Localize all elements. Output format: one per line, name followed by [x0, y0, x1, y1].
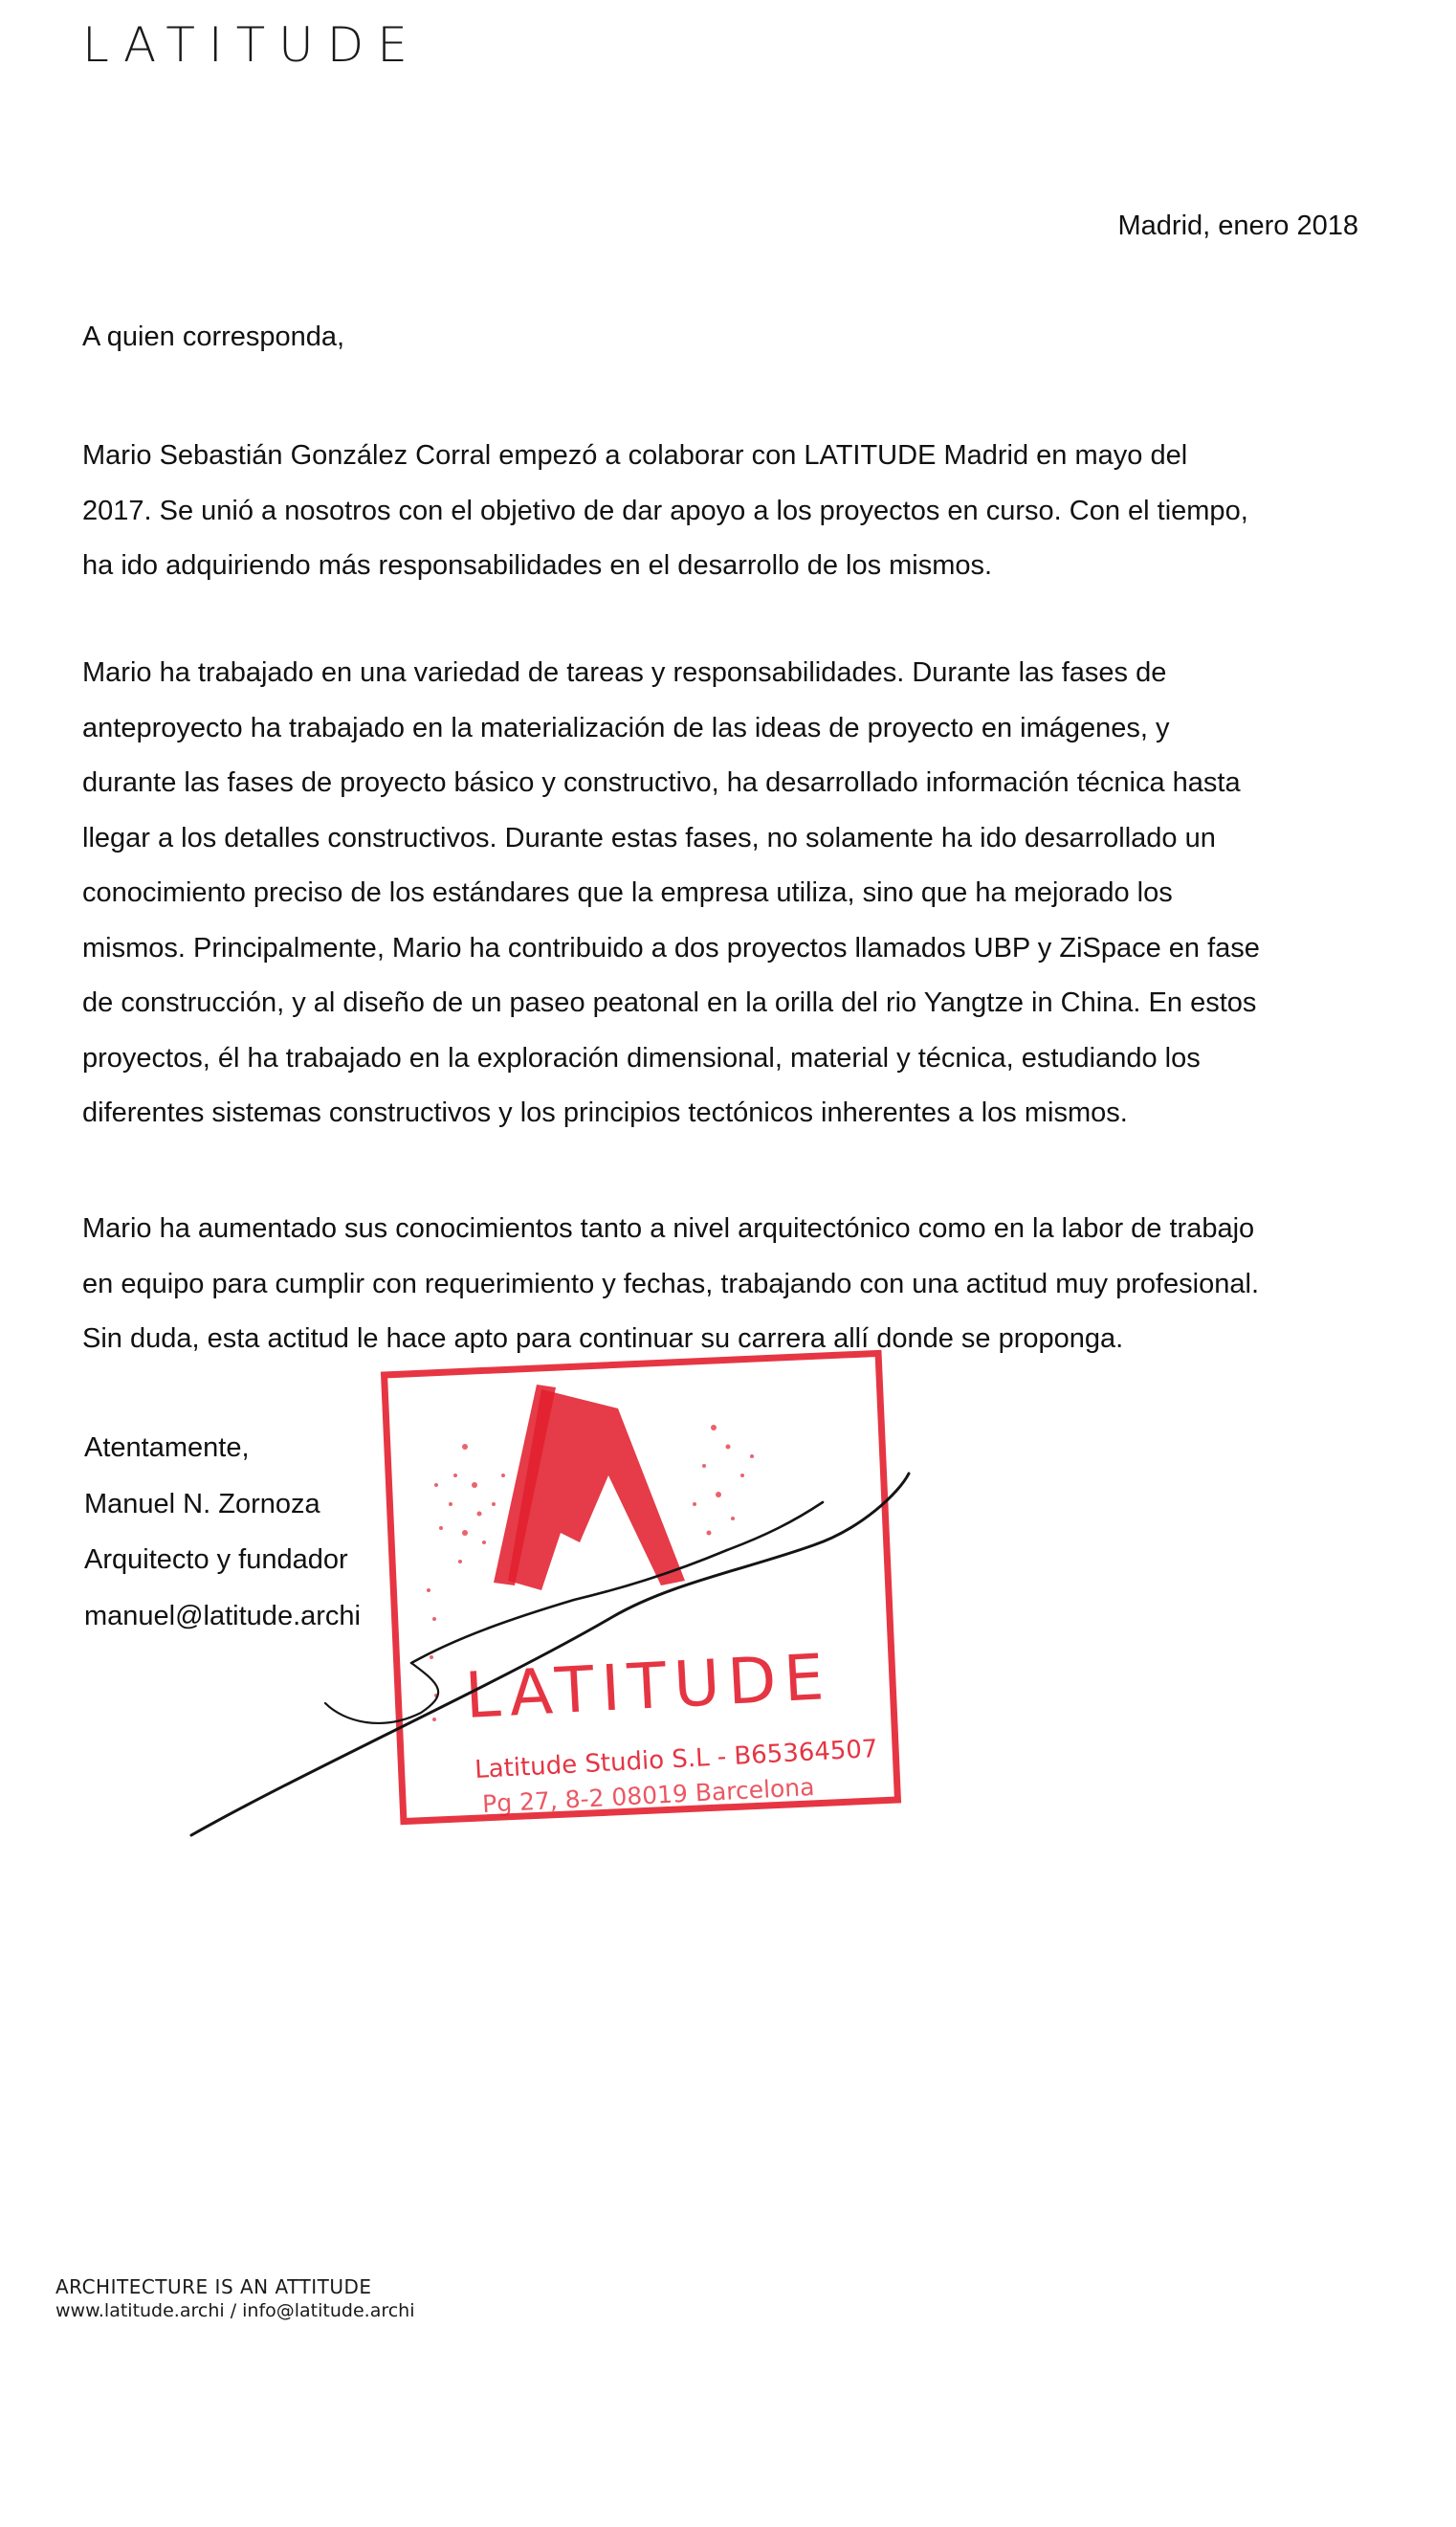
paragraph-line: diferentes sistemas constructivos y los principios tectónicos inherentes a los mismos. [82, 1097, 1128, 1128]
paragraph-line: de construcción, y al diseño de un paseo peatonal en la orilla del rio Yangtze in China. En estos [82, 987, 1257, 1018]
paragraph-line: Mario ha aumentado sus conocimientos tanto a nivel arquitectónico como en la labor de trabajo [82, 1213, 1255, 1244]
paragraph-line: Sin duda, esta actitud le hace apto para continuar su carrera allí donde se proponga. [82, 1323, 1124, 1354]
paragraph-line: Mario ha trabajado en una variedad de tareas y responsabilidades. Durante las fases de [82, 657, 1167, 688]
signer-email: manuel@latitude.archi [84, 1600, 361, 1631]
paragraph-line: anteproyecto ha trabajado en la materialización de las ideas de proyecto en imágenes, y [82, 712, 1170, 743]
paragraph-line: Mario Sebastián González Corral empezó a colaborar con LATITUDE Madrid en mayo del [82, 440, 1188, 471]
stamp-brand-text: LATITUDE [463, 1640, 834, 1733]
paragraph-line: en equipo para cumplir con requerimiento y fechas, trabajando con una actitud muy profesional. [82, 1268, 1260, 1299]
paragraph-line: llegar a los detalles constructivos. Durante estas fases, no solamente ha ido desarrollado un [82, 822, 1216, 853]
paragraph-line: 2017. Se unió a nosotros con el objetivo de dar apoyo a los proyectos en curso. Con el tiempo, [82, 495, 1248, 526]
page-footer [55, 2275, 415, 2321]
stamp-address: Pg 27, 8-2 08019 Barcelona [481, 1772, 816, 1819]
company-logo: LATITUDE [82, 17, 421, 73]
signer-role: Arquitecto y fundador [84, 1544, 348, 1575]
closing-salutation: Atentamente, [84, 1432, 250, 1463]
paragraph-line: conocimiento preciso de los estándares que la empresa utiliza, sino que ha mejorado los [82, 877, 1173, 908]
stamp-company-id: Latitude Studio S.L - B65364507 [474, 1734, 879, 1785]
paragraph-line: proyectos, él ha trabajado en la exploración dimensional, material y técnica, estudiando los [82, 1042, 1201, 1074]
letter-date: Madrid, enero 2018 [1117, 211, 1358, 241]
footer-contact: www.latitude.archi / info@latitude.archi [55, 2300, 415, 2321]
paragraph-line: mismos. Principalmente, Mario ha contribuido a dos proyectos llamados UBP y ZiSpace en fase [82, 932, 1260, 964]
paragraph-line: durante las fases de proyecto básico y constructivo, ha desarrollado información técnica hasta [82, 767, 1241, 798]
paragraph-line: ha ido adquiriendo más responsabilidades en el desarrollo de los mismos. [82, 550, 993, 581]
signer-name: Manuel N. Zornoza [84, 1488, 320, 1519]
letter-greeting: A quien corresponda, [82, 321, 345, 352]
footer-tagline: ARCHITECTURE IS AN ATTITUDE [55, 2275, 372, 2298]
